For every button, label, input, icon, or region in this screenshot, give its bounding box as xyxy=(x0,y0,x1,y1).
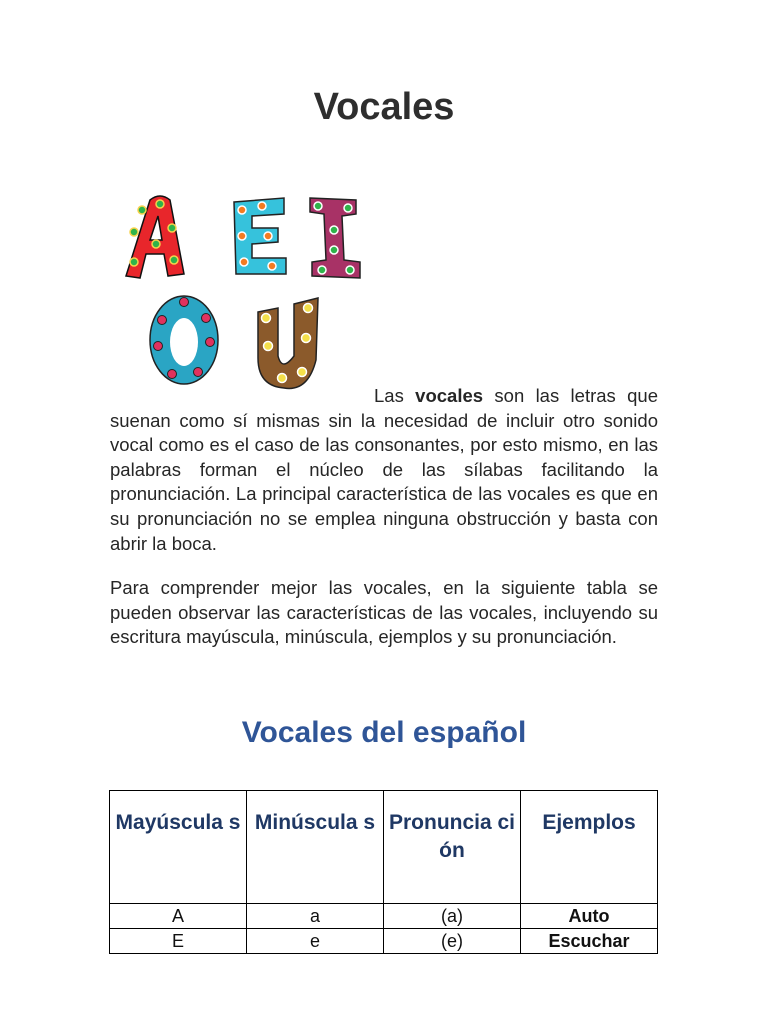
header-mayusculas: Mayúscula s xyxy=(110,791,247,904)
letter-a-graphic xyxy=(126,196,184,278)
cell-uppercase: E xyxy=(110,929,247,954)
table-row xyxy=(110,904,658,929)
header-pronunciacion: Pronuncia ción xyxy=(384,791,521,904)
header-ejemplos: Ejemplos xyxy=(521,791,658,904)
table-header-row xyxy=(110,791,658,904)
table-intro-paragraph: Para comprender mejor las vocales, en la siguiente tabla se pueden observar las características de las vocales, incluyendo su escritura mayúscula, minúscula, ejemplos y su pronunciación. xyxy=(110,577,658,648)
cell-uppercase: A xyxy=(110,904,247,929)
letter-u-graphic xyxy=(258,298,318,388)
section-subtitle: Vocales del español xyxy=(241,716,527,749)
cell-example: Auto xyxy=(521,904,658,929)
intro-text-after: son las letras que suenan como sí mismas sin la necesidad de incluir otro sonido vocal como es el caso de las consonantes, por esto mismo, en las palabras forman el núcleo de las sílabas facilitando la pronunciación. La principal característica de las vocales es que en su pronunciación no se emplea ninguna obstrucción y basta con abrir la boca. xyxy=(110,385,658,554)
cell-pronunciation: (e) xyxy=(384,929,521,954)
cell-pronunciation: (a) xyxy=(384,904,521,929)
letter-i-graphic xyxy=(310,198,360,278)
cell-lowercase: a xyxy=(247,904,384,929)
cell-lowercase: e xyxy=(247,929,384,954)
intro-keyword: vocales xyxy=(415,385,484,406)
page-title: Vocales xyxy=(313,86,455,128)
vowels-table xyxy=(109,790,658,954)
header-minusculas: Minúscula s xyxy=(247,791,384,904)
vowels-aeiou-image xyxy=(112,188,372,394)
letter-o-graphic xyxy=(150,296,218,384)
intro-paragraph xyxy=(110,384,658,556)
intro-text-before: Las xyxy=(374,385,416,406)
letter-e-graphic xyxy=(234,198,286,274)
table-row xyxy=(110,929,658,954)
cell-example: Escuchar xyxy=(521,929,658,954)
